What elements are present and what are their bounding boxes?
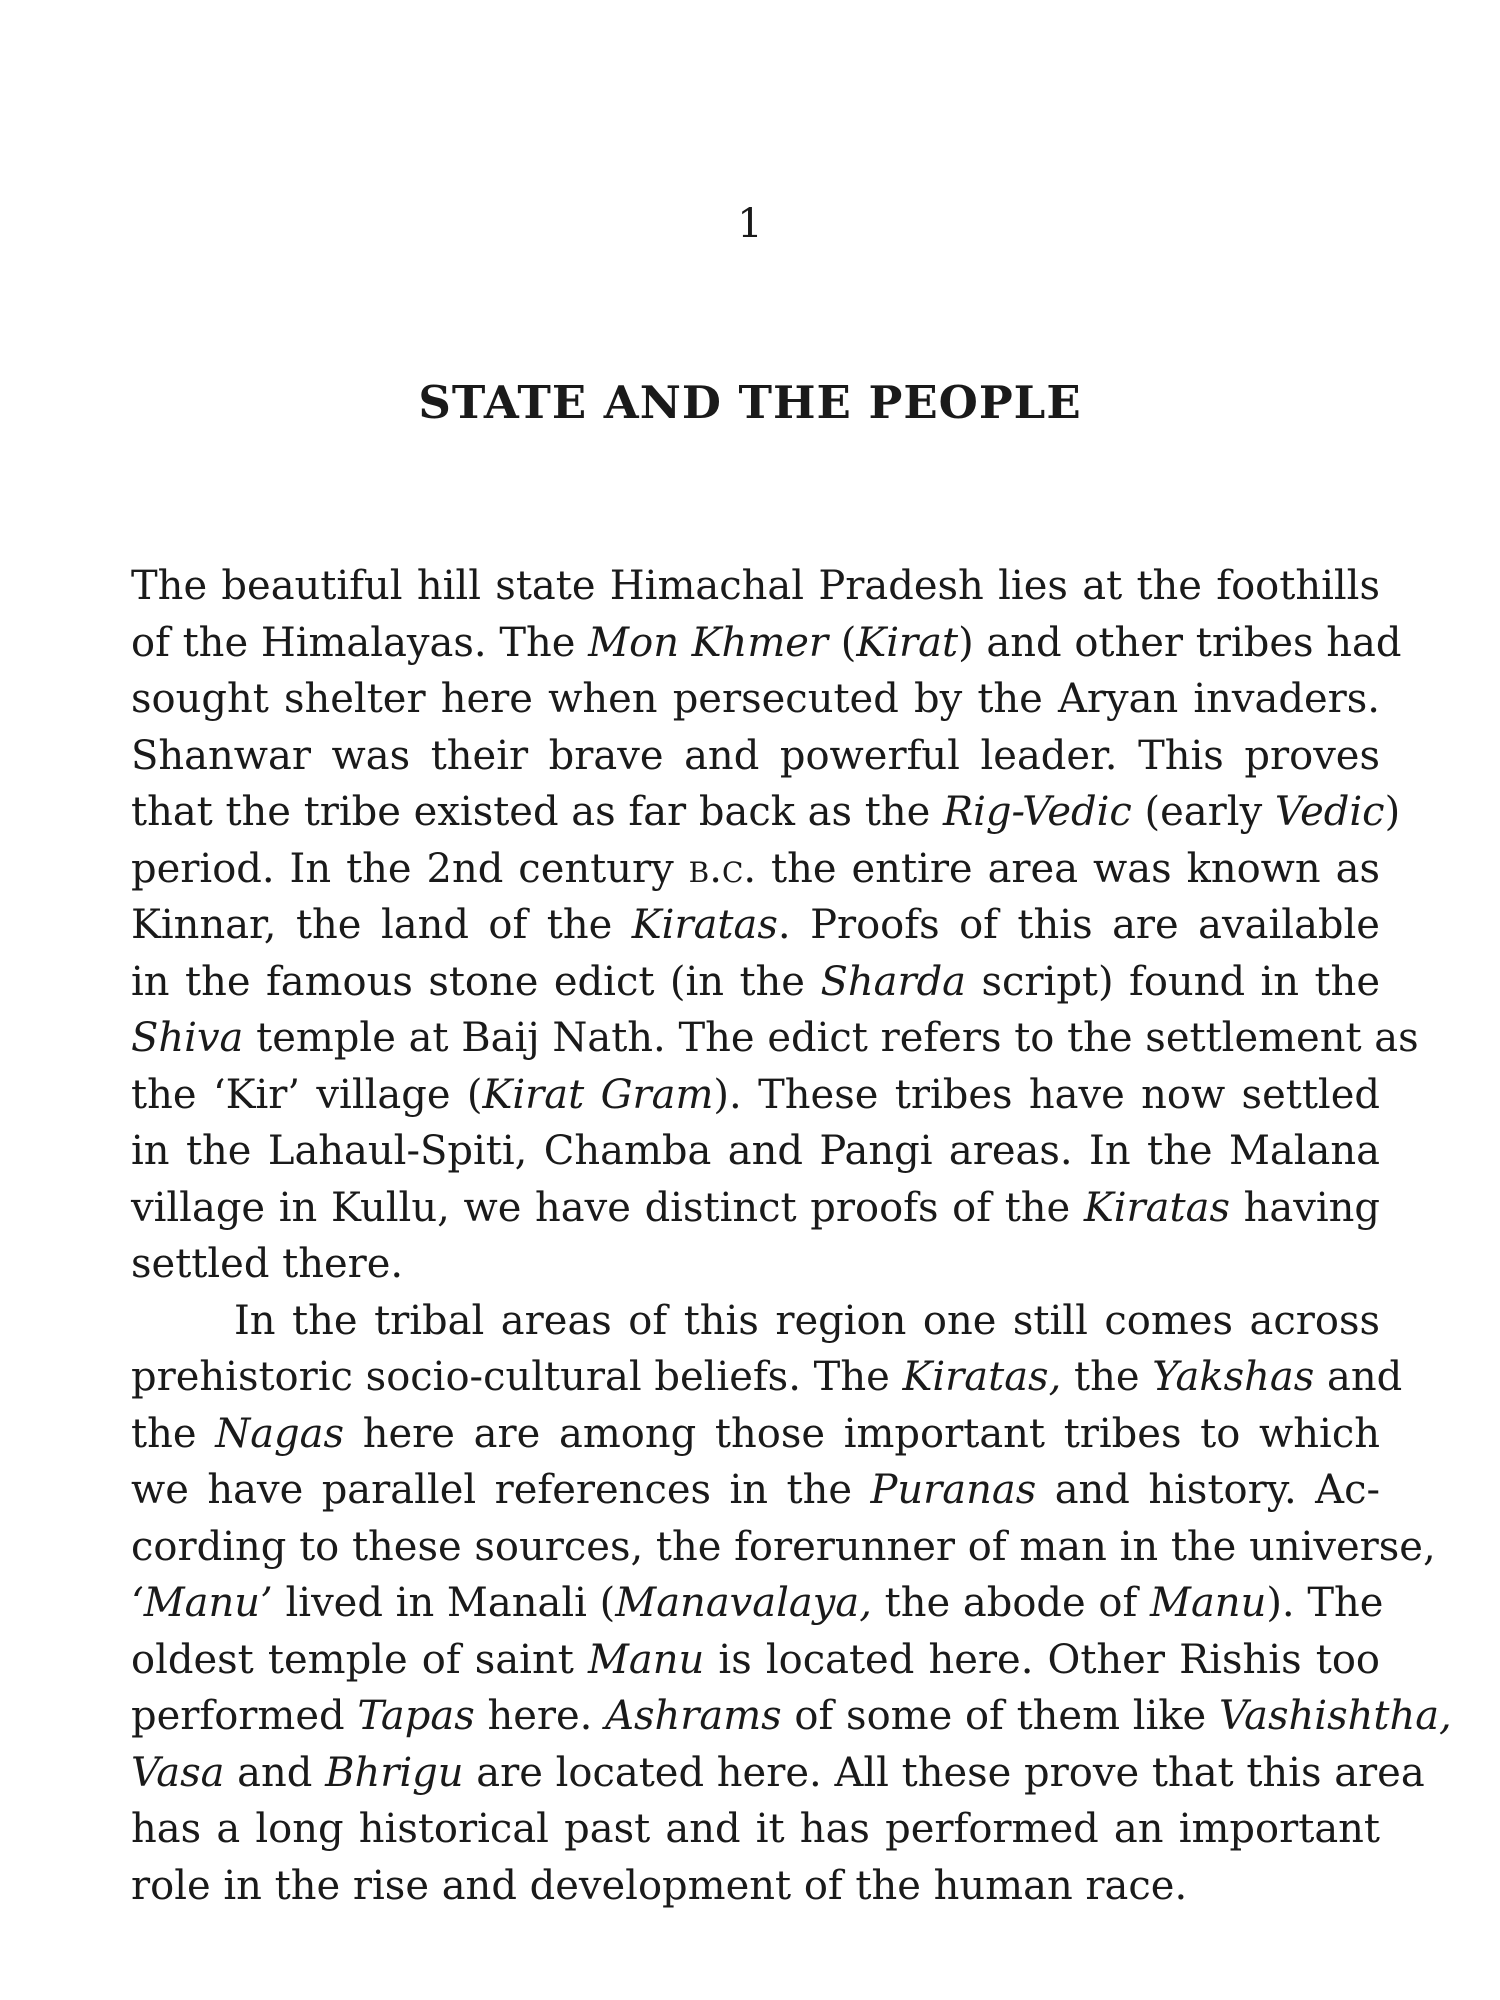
text-segment: . Proofs of this are available	[777, 902, 1380, 948]
text-line	[131, 1349, 1403, 1406]
text-segment: (early	[1131, 789, 1275, 835]
italic-term: Kirat Gram	[482, 1071, 714, 1118]
text-segment: role in the rise and development of the human race.	[131, 1862, 1188, 1909]
text-line	[131, 897, 1380, 954]
text-line	[131, 1406, 1380, 1463]
text-segment: Shanwar was their brave and powerful leader. This proves	[131, 732, 1380, 779]
text-segment: in the famous stone edict (in the	[131, 958, 821, 1005]
text-segment: the	[131, 1410, 216, 1457]
italic-term: Sharda	[820, 958, 967, 1005]
italic-term: Manu	[587, 1636, 705, 1683]
text-segment: the ‘Kir’ village (	[131, 1071, 483, 1118]
small-caps-text: b.c.	[688, 845, 757, 892]
text-line	[131, 728, 1380, 785]
text-line	[131, 1236, 1380, 1293]
italic-term: Tapas	[357, 1693, 475, 1739]
text-segment: in the Lahaul-Spiti, Chamba and Pangi areas. In the Malana	[131, 1128, 1380, 1174]
text-segment: here are among those important tribes to which	[344, 1410, 1380, 1457]
italic-term: Kiratas,	[902, 1354, 1062, 1400]
body-text	[131, 558, 1452, 1914]
italic-term: Yakshas	[1152, 1354, 1315, 1400]
text-segment: script) found in the	[966, 958, 1380, 1005]
text-segment: ). These tribes have now settled	[713, 1071, 1380, 1118]
text-segment: has a long historical past and it has performed an important	[131, 1806, 1380, 1852]
text-segment: The beautiful hill state Himachal Pradesh lies at the foothills	[131, 563, 1380, 609]
text-segment: is located here. Other Rishis too	[704, 1636, 1380, 1683]
text-line	[131, 1519, 1436, 1576]
text-line	[131, 1632, 1380, 1689]
text-line	[131, 671, 1380, 728]
text-segment: the abode of	[871, 1580, 1150, 1626]
text-segment: of some of them like	[781, 1693, 1219, 1739]
text-line	[131, 1293, 1380, 1350]
text-segment: settled there.	[131, 1241, 404, 1287]
chapter-number: 1	[737, 201, 763, 247]
italic-term: Manu	[1150, 1580, 1267, 1626]
italic-term: Kirat	[856, 619, 959, 666]
text-segment: cording to these sources, the forerunner of man in the universe,	[131, 1523, 1436, 1570]
text-segment: prehistoric socio-cultural beliefs. The	[131, 1354, 903, 1400]
italic-term: Vashishtha,	[1218, 1693, 1452, 1739]
italic-term: Vasa	[131, 1749, 225, 1796]
text-line	[131, 1745, 1425, 1802]
text-segment: and	[1314, 1354, 1403, 1400]
italic-term: ‘Manu’	[131, 1580, 273, 1626]
chapter-title: STATE AND THE PEOPLE	[418, 376, 1082, 429]
text-segment: ). The	[1266, 1580, 1384, 1626]
italic-term: Puranas	[870, 1467, 1037, 1513]
text-line	[131, 1858, 1380, 1915]
text-segment: are located here. All these prove that this area	[463, 1749, 1425, 1796]
italic-term: Manavalaya,	[615, 1580, 872, 1626]
text-line	[131, 954, 1380, 1011]
text-line	[131, 558, 1380, 615]
text-segment: that the tribe existed as far back as the	[131, 789, 943, 835]
text-segment: and	[224, 1749, 326, 1796]
text-line	[131, 1123, 1380, 1180]
text-segment: oldest temple of saint	[131, 1636, 588, 1683]
italic-term: Rig-Vedic	[943, 789, 1132, 835]
italic-term: Nagas	[215, 1410, 345, 1457]
text-segment: In the tribal areas of this region one still comes across	[234, 1297, 1380, 1344]
text-segment: )	[1384, 789, 1401, 835]
text-line	[131, 1688, 1452, 1745]
text-segment: and history. Ac-	[1036, 1467, 1380, 1513]
text-segment: temple at Baij Nath. The edict refers to the settlement as	[243, 1015, 1419, 1061]
italic-term: Ashrams	[605, 1693, 782, 1739]
text-line	[131, 615, 1402, 672]
paragraph	[131, 1293, 1452, 1915]
text-segment: the	[1061, 1354, 1153, 1400]
text-segment: village in Kullu, we have distinct proofs of the	[131, 1184, 1084, 1231]
italic-term: Kiratas	[1083, 1184, 1230, 1231]
text-segment: ) and other tribes had	[958, 619, 1402, 666]
italic-term: Vedic	[1274, 789, 1385, 835]
paragraph	[131, 558, 1419, 1293]
text-segment: the entire area was known as	[756, 845, 1380, 892]
text-line	[131, 1462, 1380, 1519]
text-segment: (	[828, 619, 857, 666]
text-line	[131, 1575, 1384, 1632]
text-line	[131, 1010, 1419, 1067]
text-line	[131, 1801, 1380, 1858]
italic-term: Bhrigu	[325, 1749, 464, 1796]
italic-term: Mon Khmer	[588, 619, 829, 666]
text-segment: performed	[131, 1693, 358, 1739]
text-segment: sought shelter here when persecuted by the Aryan invaders.	[131, 676, 1380, 722]
text-segment: having	[1229, 1184, 1380, 1231]
text-line	[131, 1067, 1380, 1124]
text-line	[131, 841, 1380, 898]
text-line	[131, 1180, 1380, 1237]
text-line	[131, 784, 1401, 841]
text-segment: period. In the 2nd century	[131, 845, 689, 892]
text-segment: lived in Manali (	[272, 1580, 616, 1626]
text-segment: Kinnar, the land of the	[131, 902, 632, 948]
text-segment: we have parallel references in the	[131, 1467, 871, 1513]
text-segment: here.	[474, 1693, 606, 1739]
italic-term: Shiva	[131, 1015, 244, 1061]
italic-term: Kiratas	[631, 902, 778, 948]
text-segment: of the Himalayas. The	[131, 619, 589, 666]
